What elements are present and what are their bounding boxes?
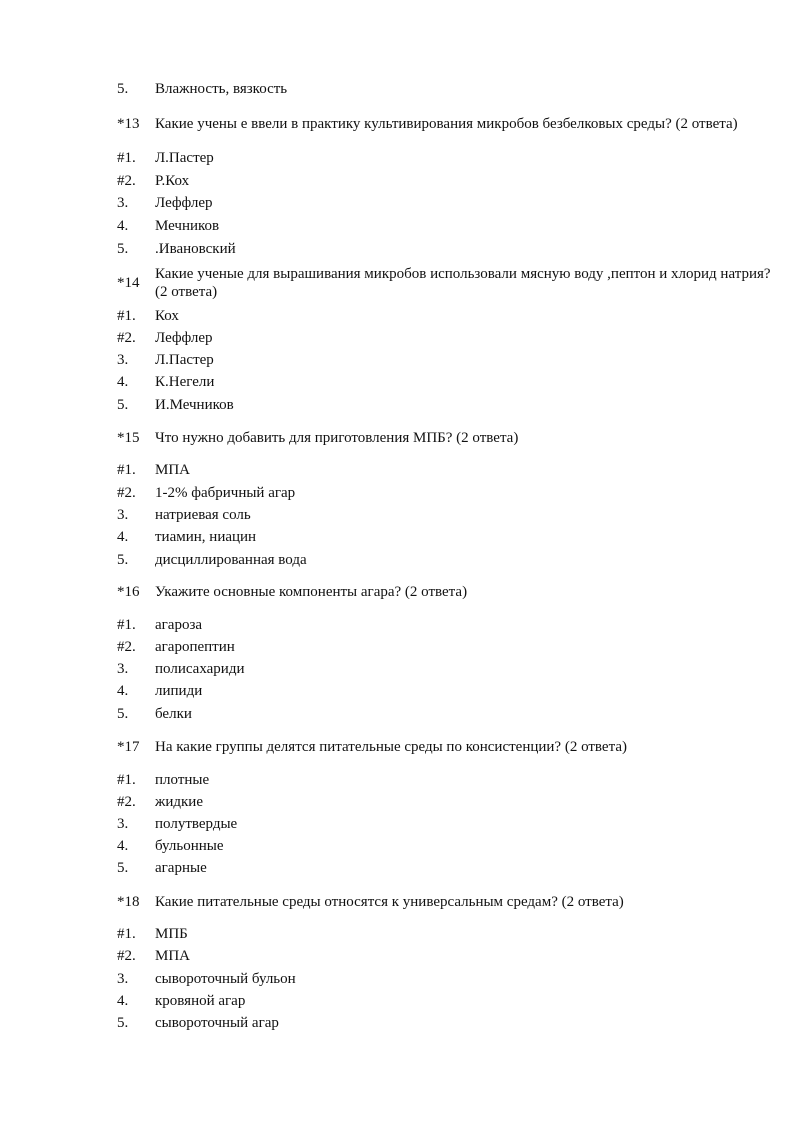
option-text: агароза bbox=[155, 617, 203, 633]
answer-option bbox=[117, 149, 800, 167]
option-text: Леффлер bbox=[155, 195, 213, 211]
option-text: МПА bbox=[155, 462, 191, 478]
answer-option bbox=[117, 307, 800, 325]
answer-option bbox=[117, 396, 800, 414]
answer-option bbox=[117, 217, 800, 235]
option-text: тиамин, ниацин bbox=[155, 529, 257, 545]
option-number: 3. bbox=[117, 971, 129, 987]
option-number: 3. bbox=[117, 507, 129, 523]
question-13 bbox=[117, 115, 800, 133]
option-text: жидкие bbox=[155, 794, 203, 810]
question-text bbox=[155, 265, 800, 301]
option-number: #1. bbox=[117, 150, 136, 166]
answer-option bbox=[117, 947, 800, 965]
option-number: #2. bbox=[117, 794, 136, 810]
option-text: агарные bbox=[155, 860, 207, 876]
option-text: сывороточный бульон bbox=[155, 971, 296, 987]
question-number: *14 bbox=[117, 275, 140, 291]
option-text: Леффлер bbox=[155, 330, 213, 346]
answer-option bbox=[117, 172, 800, 190]
answer-option bbox=[117, 616, 800, 634]
answer-option bbox=[117, 837, 800, 855]
answer-option bbox=[117, 793, 800, 811]
question-17 bbox=[117, 738, 800, 756]
option-number: 3. bbox=[117, 352, 129, 368]
option-number: #1. bbox=[117, 617, 136, 633]
option-text: кровяной агар bbox=[155, 993, 246, 1009]
answer-option bbox=[117, 660, 800, 678]
option-text: полутвердые bbox=[155, 816, 238, 832]
answer-option bbox=[117, 1014, 800, 1032]
option-text: МПА bbox=[155, 948, 191, 964]
question-text-line-2: (2 ответа) bbox=[155, 284, 218, 300]
option-number: 4. bbox=[117, 529, 129, 545]
question-text-line-1: Какие ученые для вырашивания микробов использовали мясную воду ,пептон и хлорид натрия? bbox=[155, 266, 771, 282]
option-number: 5. bbox=[117, 552, 129, 568]
answer-option bbox=[117, 682, 800, 700]
option-text: Влажность, вязкость bbox=[155, 81, 288, 97]
option-number: #2. bbox=[117, 639, 136, 655]
option-text: Кох bbox=[155, 308, 179, 324]
question-text: Какие учены е ввели в практику культивирования микробов безбелковых среды? (2 ответа) bbox=[155, 116, 738, 132]
option-text: Л.Пастер bbox=[155, 352, 214, 368]
answer-option bbox=[117, 771, 800, 789]
answer-option bbox=[117, 329, 800, 347]
option-number: 5. bbox=[117, 706, 129, 722]
option-number: 5. bbox=[117, 241, 129, 257]
option-number: 4. bbox=[117, 218, 129, 234]
option-text: дисциллированная вода bbox=[155, 552, 307, 568]
answer-option bbox=[117, 970, 800, 988]
option-text: липиди bbox=[155, 683, 203, 699]
answer-option bbox=[117, 506, 800, 524]
option-number: 4. bbox=[117, 374, 129, 390]
answer-option bbox=[117, 551, 800, 569]
option-number: 3. bbox=[117, 816, 129, 832]
option-text: Мечников bbox=[155, 218, 220, 234]
option-text: бульонные bbox=[155, 838, 224, 854]
question-text: Что нужно добавить для приготовления МПБ? (2 ответа) bbox=[155, 430, 519, 446]
option-text: .Ивановский bbox=[155, 241, 236, 257]
question-text: На какие группы делятся питательные среды по консистенции? (2 ответа) bbox=[155, 739, 627, 755]
option-number: #2. bbox=[117, 173, 136, 189]
option-number: #2. bbox=[117, 948, 136, 964]
option-text: натриевая соль bbox=[155, 507, 251, 523]
option-number: 3. bbox=[117, 195, 129, 211]
answer-option bbox=[117, 859, 800, 877]
option-number: 5. bbox=[117, 81, 129, 97]
answer-option bbox=[117, 240, 800, 258]
question-text: Какие питательные среды относятся к универсальным средам? (2 ответа) bbox=[155, 894, 624, 910]
answer-option bbox=[117, 194, 800, 212]
option-number: #1. bbox=[117, 308, 136, 324]
option-text: плотные bbox=[155, 772, 210, 788]
option-number: 4. bbox=[117, 838, 129, 854]
option-number: 4. bbox=[117, 683, 129, 699]
option-number: #2. bbox=[117, 485, 136, 501]
answer-option bbox=[117, 80, 800, 98]
option-number: 5. bbox=[117, 860, 129, 876]
answer-option bbox=[117, 992, 800, 1010]
question-number: *18 bbox=[117, 894, 140, 910]
option-text: сывороточный агар bbox=[155, 1015, 279, 1031]
option-number: #1. bbox=[117, 772, 136, 788]
option-text: агаропептин bbox=[155, 639, 235, 655]
answer-option bbox=[117, 925, 800, 943]
option-number: #1. bbox=[117, 926, 136, 942]
option-text: белки bbox=[155, 706, 192, 722]
question-number: *15 bbox=[117, 430, 140, 446]
option-text: полисахариди bbox=[155, 661, 245, 677]
option-number: 3. bbox=[117, 661, 129, 677]
option-text: К.Негели bbox=[155, 374, 215, 390]
question-number: *16 bbox=[117, 584, 140, 600]
option-text: Л.Пастер bbox=[155, 150, 214, 166]
answer-option bbox=[117, 461, 800, 479]
option-number: #2. bbox=[117, 330, 136, 346]
option-number: 5. bbox=[117, 397, 129, 413]
option-text: 1-2% фабричный агар bbox=[155, 485, 296, 501]
answer-option bbox=[117, 705, 800, 723]
answer-option bbox=[117, 815, 800, 833]
question-18 bbox=[117, 893, 800, 911]
option-text: МПБ bbox=[155, 926, 188, 942]
question-15 bbox=[117, 429, 800, 447]
answer-option bbox=[117, 638, 800, 656]
option-number: #1. bbox=[117, 462, 136, 478]
answer-option bbox=[117, 528, 800, 546]
answer-option bbox=[117, 484, 800, 502]
answer-option bbox=[117, 373, 800, 391]
question-text: Укажите основные компоненты агара? (2 ответа) bbox=[155, 584, 468, 600]
option-text: И.Мечников bbox=[155, 397, 234, 413]
question-14 bbox=[117, 265, 800, 301]
question-number: *17 bbox=[117, 739, 140, 755]
option-number: 4. bbox=[117, 993, 129, 1009]
question-16 bbox=[117, 583, 800, 601]
answer-option bbox=[117, 351, 800, 369]
question-number: *13 bbox=[117, 116, 140, 132]
option-number: 5. bbox=[117, 1015, 129, 1031]
option-text: Р.Кох bbox=[155, 173, 190, 189]
